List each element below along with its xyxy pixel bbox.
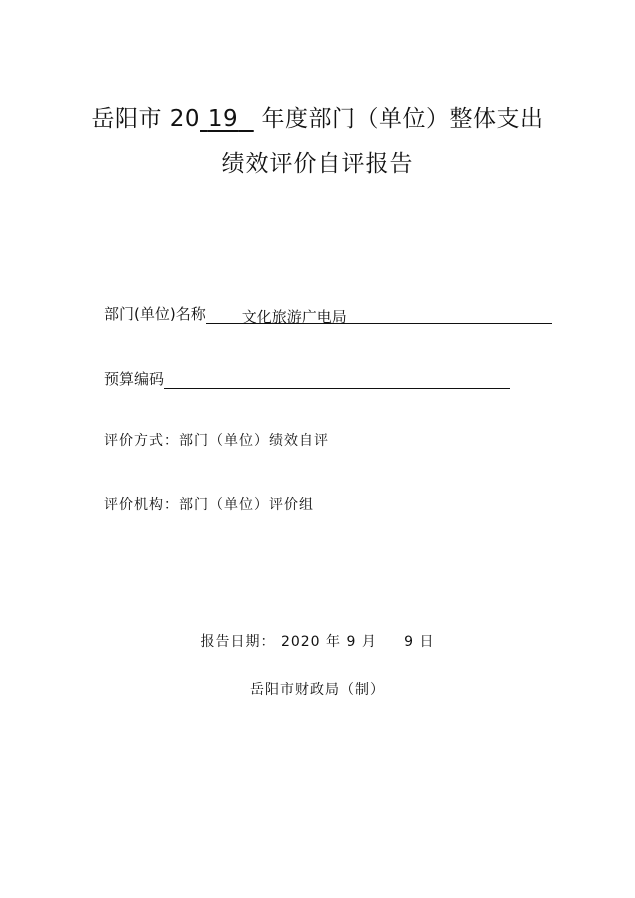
eval-org-label: 评价机构： (104, 497, 179, 513)
dept-name-value: 文化旅游广电局 (241, 308, 347, 326)
dept-name-field (104, 303, 552, 324)
report-title-line2: 绩效评价自评报告 (221, 151, 414, 177)
eval-method-value: 部门（单位）绩效自评 (179, 433, 329, 449)
eval-org-value: 部门（单位）评价组 (179, 497, 314, 513)
issuer: 岳阳市财政局（制） (250, 682, 385, 698)
dept-name-line (206, 306, 552, 324)
report-date-month: 9 (346, 634, 357, 650)
budget-code-label: 预算编码 (104, 370, 165, 388)
report-date-year: 2020 (280, 634, 321, 650)
report-date-day: 9 (404, 634, 415, 650)
eval-method-label: 评价方式： (104, 433, 179, 449)
budget-code-line (164, 370, 510, 389)
title-year-suffix: 19 (207, 106, 239, 132)
dept-name-label: 部门(单位)名称 (104, 305, 206, 323)
eval-org-field (104, 494, 314, 514)
report-date (0, 631, 635, 651)
report-date-day-unit: 日 (419, 634, 435, 650)
eval-method-field (104, 430, 329, 450)
report-date-month-unit: 月 (361, 634, 377, 650)
title-prefix: 岳阳市 20 (91, 106, 201, 132)
report-date-year-unit: 年 (326, 634, 342, 650)
report-date-label: 报告日期： (200, 634, 276, 650)
report-title-line1 (0, 100, 635, 133)
budget-code-field (104, 368, 510, 389)
title-rest: 年度部门（单位）整体支出 (253, 106, 544, 132)
